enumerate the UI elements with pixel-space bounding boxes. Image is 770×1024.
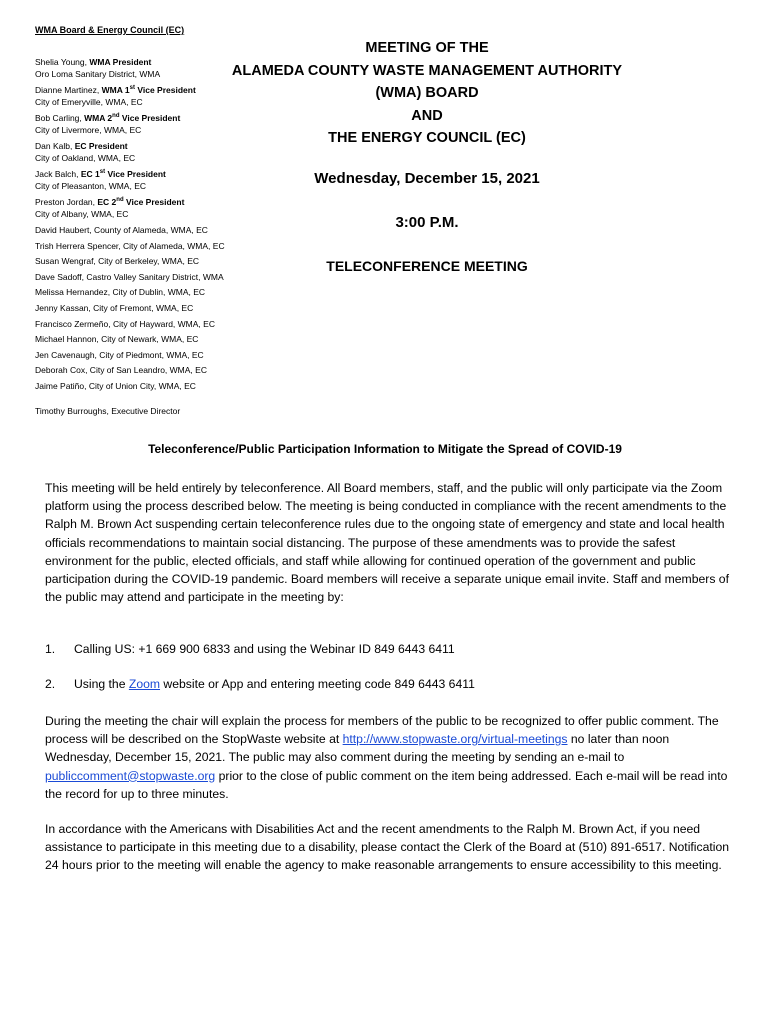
virtual-meetings-link[interactable]: http://www.stopwaste.org/virtual-meetings [342,732,568,747]
officer-affiliation: City of Pleasanton, WMA, EC [35,181,147,191]
member-entry: David Haubert, County of Alameda, WMA, EC [35,225,208,235]
member-entry: Michael Hannon, City of Newark, WMA, EC [35,334,199,345]
officer-title: EC President [74,141,128,151]
process-paragraph: During the meeting the chair will explain the process for members of the public to be recognized to offer public comment. The process will be described on the StopWaste website at http://www.stopwaste.org/virtual-meetings no later than noon Wednesday, December 15, 2021. The public may also comment during the meeting by sending an e-mail to publiccomment@stopwaste.org prior to the close of public comment on the item being addressed. Each e-mail will be read into the record for up to three minutes. [45,714,728,801]
officer-affiliation: City of Oakland, WMA, EC [35,153,136,163]
officer-name: Dan Kalb, [35,141,75,151]
member-entry: Trish Herrera Spencer, City of Alameda, WMA, EC [35,240,225,251]
option-text: Using the [74,677,129,691]
officer-name: Preston Jordan, [35,197,98,207]
meeting-time: 3:00 P.M. [395,214,459,231]
officer-entry [35,196,285,220]
meeting-type: TELECONFERENCE MEETING [326,258,528,274]
ada-paragraph: In accordance with the Americans with Disabilities Act and the recent amendments to the Ralph M. Brown Act, if you need assistance to participate in this meeting due to a disability, please contact the Clerk of the Board at (510) 891-6517. Notification 24 hours prior to the meeting will enable the agency to make reasonable arrangements to ensure accessibility to this meeting. [45,822,730,873]
member-entry: Francisco Zermeño, City of Hayward, WMA, EC [35,318,215,329]
member-entry: Jenny Kassan, City of Fremont, WMA, EC [35,302,194,313]
officer-name: Jack Balch, [35,169,81,179]
officer-title: WMA 2nd Vice President [84,113,181,123]
officer-entry [35,168,285,192]
member-entry: Melissa Hernandez, City of Dublin, WMA, EC [35,287,206,298]
title-line: ALAMEDA COUNTY WASTE MANAGEMENT AUTHORITY [231,62,623,79]
officer-title: WMA 1st Vice President [101,85,196,95]
member-entry: Susan Wengraf, City of Berkeley, WMA, EC [35,256,200,267]
option-text: Calling US: +1 669 900 6833 and using the Webinar ID 849 6443 6411 [74,642,455,656]
meeting-date: Wednesday, December 15, 2021 [314,170,540,187]
title-line: THE ENERGY COUNCIL (EC) [328,130,526,146]
officer-affiliation: City of Livermore, WMA, EC [35,125,142,135]
officer-title: WMA President [89,57,152,67]
executive-director: Timothy Burroughs, Executive Director [35,406,181,416]
title-line: (WMA) BOARD [375,85,479,101]
member-entry: Dave Sadoff, Castro Valley Sanitary District, WMA [35,271,224,282]
list-number: 2. [45,677,56,691]
member-entry: Jaime Patiño, City of Union City, WMA, EC [35,380,196,391]
officer-name: Shelia Young, [35,57,90,67]
officer-affiliation: City of Albany, WMA, EC [35,209,129,219]
option-text-rest: website or App and entering meeting code 849 6443 6411 [160,677,475,691]
public-comment-email-link[interactable]: publiccomment@stopwaste.org [45,768,216,783]
officer-title: EC 2nd Vice President [97,197,185,207]
officer-affiliation: Oro Loma Sanitary District, WMA [35,69,161,79]
officer-name: Bob Carling, [35,113,85,123]
meeting-title [200,37,654,150]
participation-option [45,677,475,691]
member-entry: Deborah Cox, City of San Leandro, WMA, EC [35,365,207,376]
officer-affiliation: City of Emeryville, WMA, EC [35,97,143,107]
zoom-link[interactable]: Zoom [128,677,161,691]
member-entry: Jen Cavenaugh, City of Piedmont, WMA, EC [35,349,204,360]
roster-heading: WMA Board & Energy Council (EC) [35,25,185,35]
list-number: 1. [45,642,56,656]
officer-title: EC 1st Vice President [80,169,166,179]
officer-name: Dianne Martinez, [35,85,102,95]
intro-paragraph: This meeting will be held entirely by teleconference. All Board members, staff, and the public will only participate via the Zoom platform using the process described below. The meeting is being conducted in compliance with the recent amendments to the Ralph M. Brown Act suspending certain teleconference rules due to the ongoing state of emergency and state and local health officials recommendations to maintain social distancing. The purpose of these amendments was to provide the safest environment for the public, elected officials, and staff while allowing for continued operation of the government and public participation during the COVID-19 pandemic. Board members will receive a separate unique email invite. Staff and members of the public may attend and participate in the meeting by: [45,481,729,605]
title-line: MEETING OF THE [365,40,489,56]
title-line: AND [411,107,443,124]
participation-option [45,642,455,656]
section-heading: Teleconference/Public Participation Information to Mitigate the Spread of COVID-19 [148,442,622,456]
